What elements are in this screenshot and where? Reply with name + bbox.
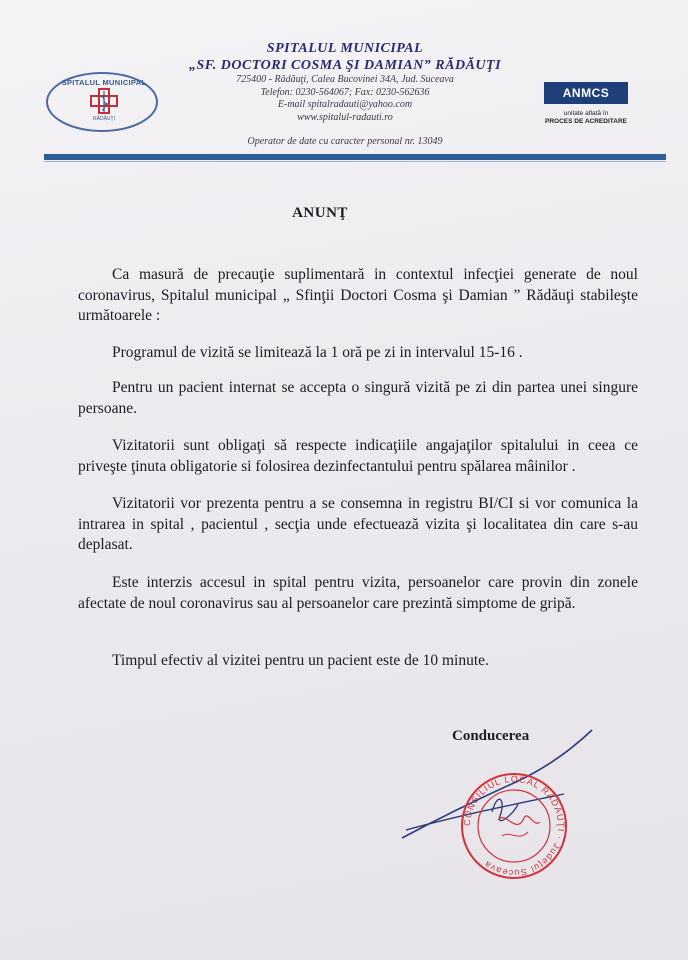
header-divider-thin [44, 161, 666, 162]
caduceus-icon [100, 91, 108, 112]
logo-bottom-text: RĂDĂUŢI [93, 116, 115, 122]
paragraph-intro: Ca masură de precauţie suplimentară in contextul infecţiei generate de noul coronavirus, Spitalul municipal „ Sfinţii Doctori Cosma şi Damian ” Rădăuţi stabileşte următoarele : [78, 266, 638, 324]
paragraph-obligations: Vizitatorii sunt obligaţi să respecte indicaţiile angajaţilor spitalului in ceea ce priveşte ţinuta obligatorie si folosirea dezinfectantului pentru spălarea mâinilor . [78, 437, 638, 475]
paragraph-prohibited-access: Este interzis accesul in spital pentru vizita, persoanelor care provin din zonele afectate de noul coronavirus sau al persoanelor care prezintă simptome de gripă. [78, 574, 638, 612]
paragraph-visiting-hours: Programul de vizită se limitează la 1 oră pe zi in intervalul 15-16 . [112, 344, 523, 361]
anmcs-logo [537, 82, 635, 128]
phone-fax: Telefon: 0230-564067; Fax: 0230-562636 [260, 86, 430, 98]
title-line1: SPITALUL MUNICIPAL [266, 41, 424, 56]
anmcs-name: ANMCS [544, 82, 628, 104]
hospital-cross-icon [88, 88, 120, 114]
operator-number: Operator de date cu caracter personal nr. 13049 [247, 136, 443, 147]
address: 725400 - Rădăuţi, Calea Bucovinei 34A, Jud. Suceava [236, 74, 454, 85]
email: E-mail spitalradauti@yahoo.com [277, 99, 413, 110]
hospital-logo [46, 72, 158, 132]
signoff: Conducerea [452, 728, 530, 744]
title-line2: „SF. DOCTORI COSMA ŞI DAMIAN” RĂDĂUŢI [188, 58, 502, 73]
letterhead [0, 0, 688, 165]
hospital-title [170, 40, 520, 124]
paragraph-registration: Vizitatorii vor prezenta pentru a se consemna in registru BI/CI si vor comunica la intrarea in spital , pacientul , secţia unde efectuează vizita şi localitatea din care s-au deplasat. [78, 495, 638, 553]
stamp-text: CONSILIUL LOCAL RĂDĂUŢI · Judeţul Suceava [461, 773, 567, 879]
anmcs-line2: PROCES DE ACREDITARE [545, 118, 627, 125]
header-divider [44, 154, 666, 160]
logo-arc-text: SPITALUL MUNICIPAL [61, 78, 147, 87]
paragraph-visit-duration: Timpul efectiv al vizitei pentru un pacient este de 10 minute. [112, 652, 489, 669]
official-stamp [458, 770, 570, 882]
website: www.spitalul-radauti.ro [297, 111, 393, 123]
document-heading: ANUNŢ [292, 205, 348, 221]
anmcs-line1: unitate aflată în [563, 110, 609, 117]
paragraph-single-visit: Pentru un pacient internat se accepta o singură vizită pe zi din partea unei singure persoane. [78, 379, 638, 417]
